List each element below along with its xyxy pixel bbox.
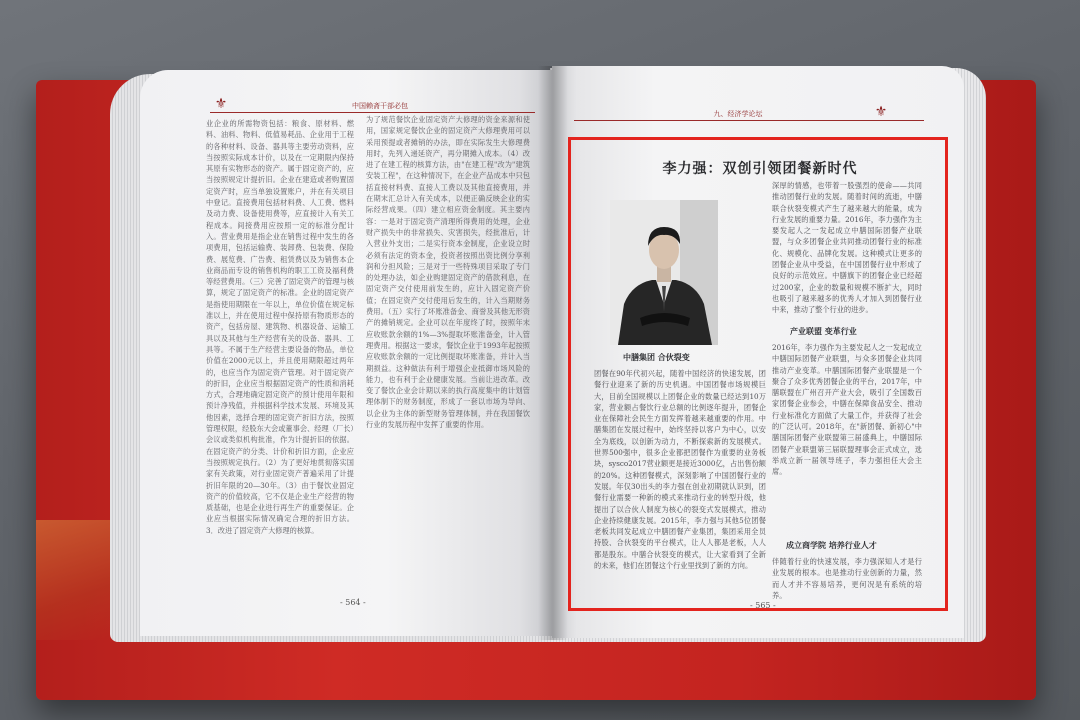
photo-caption: 中膳集团 合伙裂变 xyxy=(623,352,690,362)
left-page-number: - 564 - xyxy=(340,598,366,607)
chapter-mark-icon-right: ⚜ xyxy=(874,104,888,120)
left-page-header: 中国赖斋干部必包 xyxy=(352,102,408,110)
left-page-column-2: 为了规范餐饮企业固定资产大修理的资金来源和使用，国家规定餐饮企业的固定资产大修理费用可以采用预提或者摊销的办法，即在实际发生大修理费用时，先列入递延资产，再分期摊入成本。（4）改进了在建工程的核算方法，由"在建工程"改为"建筑安装工程"，在这种情况下，在企业产品成本中只包括直接材料费、直接人工费以及其他直接费用，并在期末汇总计入有关成本，以便正确反映企业的实际经营成果。（四）建立相应资金制度。其主要内容：一是对于固定资产清理所得费用的处理，企业财产损失中的非常损失、灾害损失，经批准后，计入营业外支出；二是实行资本金制度，企业设立时必须有法定的资本金，投资者按照出资比例分享利润和分担风险；三是对于一些特殊项目采取了专门的处理办法，如企业购建固定资产的借款利息，在固定资产交付使用前发生的，应计入固定资产价值；在固定资产交付使用后发生的，计入当期财务费用。（五）实行了坏账准备金、商誉及其他无形资产的摊销规定。企业可以在年度终了时，按照年末应收账款余额的1%—3%提取坏账准备金，计入管理费用。根据这一要求，餐饮企业于1993年起按照应收账款余额的一定比例提取坏账准备，并计入当期损益。这种做法有利于增强企业抵御市场风险的能力，也有利于企业健康发展。当前让进改革。改变了餐饮企业会计期以来的执行高度集中的计划管理体制下的财务制度，形成了一套以市场为导向、以企业为主体的新型财务管理体制，并在我国餐饮行业的发展历程中发挥了重要的作用。 xyxy=(366,115,530,430)
right-header-rule xyxy=(574,120,924,121)
article-body-column-1: 团餐在90年代初兴起，随着中国经济的快速发展，团餐行业迎来了新的历史机遇。中国团餐市场规模巨大，目前全国规模以上团餐企业的数量已经达到10万家，营业额占餐饮行业总额的比例逐年提升，团餐企业在保障社会民生方面发挥着越来越重要的作用。中膳集团在发展过程中，始终坚持以客户为中心，以安全为底线，以创新为动力，不断探索新的发展模式。世界500强中，很多企业都把团餐作为重要的业务板块，sysco2017营业额更是接近3000亿，占出售份额的20%。这种团餐模式，深刻影响了中国团餐行业的发展。年仅30出头的李力强在创业初期就认识到，团餐行业需要一种新的模式来推动行业的转型升级，他提出了以合伙人制度为核心的裂变式发展模式，推动企业持续健康发展。2015年，李力强与其他5位团餐老板共同发起成立中膳团餐产业集团，集团采用全员持股、合伙裂变的平台模式，让人人都是老板，人人都是股东。中膳合伙裂变的模式，让大家看到了全新的未来，他们在团餐这个行业里找到了新的方向。 xyxy=(594,369,766,571)
chapter-mark-icon: ⚜ xyxy=(214,96,228,112)
article-highlight-frame xyxy=(568,137,948,611)
left-header-rule xyxy=(210,112,535,113)
section-heading-business-school: 成立商学院 培养行业人才 xyxy=(786,540,877,550)
article-body-column-2-top: 深厚的情感，也带着一股强烈的使命——共同推动团餐行业的发展。随着时间的流逝，中膳联合伙裂变模式产生了越来越大的能量，成为行业发展的重要力量。2016年，李力强作为主要发起人之一发起成立中膳国际团餐产业联盟，与众多团餐企业共同推动团餐行业的标准化、规模化、品牌化发展。这种模式让更多的团餐企业从中受益，在中国团餐行业中形成了良好的示范效应。中膳旗下的团餐企业已经超过200家，企业的数量和规模不断扩大，同时也吸引了越来越多的优秀人才加入到团餐行业中来，推动了整个行业的进步。 xyxy=(772,181,922,315)
right-page-header: 九、经济学论坛 xyxy=(713,110,763,118)
left-page-column-1: 业企业的所需物资包括：粮食、原材料、燃料、油料、物料、低值易耗品、企业用于工程的各种材料、设备、器具等主要劳动资料，应当按照实际成本计价，以及在一定期限内保持其原有实物形态的资产。属于固定资产的，应当按照规定计提折旧。企业在建造或者购置固定资产时，应当单独设置账户，并在有关项目中登记。直接费用包括材料费、人工费、燃料及动力费、设备使用费等，应直接计入有关工程成本。间接费用应按照一定的标准分配计入。营业费用是指企业在销售过程中发生的各项费用，包括运输费、装卸费、包装费、保险费、展览费、广告费、租赁费以及为销售本企业商品而专设的销售机构的职工工资及福利费等经营费用。（三）完善了固定资产的管理与核算，规定了固定资产的标准。企业的固定资产是指使用期限在一年以上，单位价值在规定标准以上，并在使用过程中保持原有物质形态的资产，包括房屋、建筑物、机器设备、运输工具以及其他与生产经营有关的设备、器具、工具等。不属于生产经营主要设备的物品，单位价值在2000元以上，并且使用期限超过两年的，也应当作为固定资产管理。对于固定资产的折旧，企业应当根据固定资产的性质和消耗方式，合理地确定固定资产的预计使用年限和预计净残值，并根据科学技术发展、环境及其他因素，选择合理的固定资产折旧方法，按照管理权限，经股东大会或董事会、经理（厂长）会议或类似机构批准，作为计提折旧的依据。在固定资产的分类、计价和折旧方面，企业应当按照规定执行。（2）为了更好地贯彻落实国家有关政策，对行业固定资产普遍采用了计提折旧年限的20—30年。（3）由于餐饮业固定资产的价值较高，它不仅是企业生产经营的物质基础，也是企业进行再生产的重要保证。企业应当根据实际情况确定合理的折旧方法。3．改进了固定资产大修理的核算。 xyxy=(206,119,354,535)
right-page-number: - 565 - xyxy=(750,601,776,610)
article-title: 李力强：双创引领团餐新时代 xyxy=(662,161,858,177)
section-heading-industry-alliance: 产业联盟 变革行业 xyxy=(790,326,857,336)
article-body-column-2-bottom: 伴随着行业的快速发展，李力强深知人才是行业发展的根本。也是推动行业创新的力量，然而人才并不容易培养，更何况是有系统的培养。 xyxy=(772,557,922,600)
book-gutter xyxy=(538,66,568,640)
article-body-column-2-middle: 2016年，李力强作为主要发起人之一发起成立中膳国际团餐产业联盟，与众多团餐企业共同推动产业变革。中膳国际团餐产业联盟是一个聚合了众多优秀团餐企业的平台，2017年，中膳联盟在广州召开产业大会，吸引了全国数百家团餐企业参会，中膳在保障食品安全、推动行业标准化方面做了大量工作，并获得了社会的广泛认可。2018年，在"新团餐、新初心"中膳国际团餐产业联盟第三届盛典上，中膳国际团餐产业联盟第三届联盟理事会正式成立，选举成立新一届领导班子，李力强担任大会主席。 xyxy=(772,343,922,477)
